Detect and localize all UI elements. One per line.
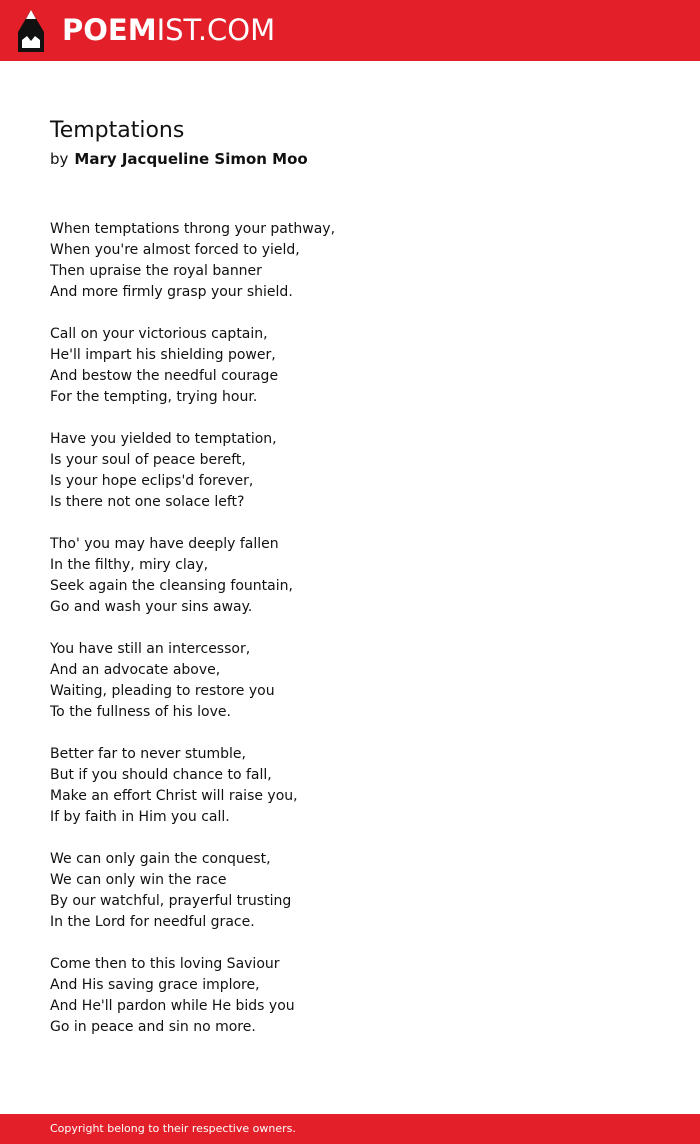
- poem-line: Come then to this loving Saviour: [50, 956, 280, 972]
- poem-line: For the tempting, trying hour.: [50, 389, 258, 405]
- poem-line: When temptations throng your pathway,: [50, 221, 336, 237]
- poem-stanza: [50, 429, 650, 513]
- logo-text-strong: POEM: [62, 13, 157, 47]
- poem-line: Better far to never stumble,: [50, 746, 246, 762]
- poem-line: Waiting, pleading to restore you: [50, 683, 275, 699]
- poem-stanza: [50, 639, 650, 723]
- site-footer: [0, 1114, 700, 1144]
- poem-line: Call on your victorious captain,: [50, 326, 268, 342]
- poem-stanza: [50, 219, 650, 303]
- poem-author: Mary Jacqueline Simon Moo: [74, 150, 308, 168]
- poem-line: We can only win the race: [50, 872, 227, 888]
- copyright-notice: Copyright belong to their respective owners.: [50, 1122, 296, 1135]
- poem-line: Have you yielded to temptation,: [50, 431, 277, 447]
- poem-line: Make an effort Christ will raise you,: [50, 788, 298, 804]
- poem-line: But if you should chance to fall,: [50, 767, 272, 783]
- poem-line: Tho' you may have deeply fallen: [50, 536, 279, 552]
- poem-line: By our watchful, prayerful trusting: [50, 893, 292, 909]
- poem-stanza: [50, 849, 650, 933]
- poem-line: In the Lord for needful grace.: [50, 914, 255, 930]
- logo-text-light: IST.COM: [156, 13, 276, 47]
- poem-line: If by faith in Him you call.: [50, 809, 230, 825]
- poem-line: Is your soul of peace bereft,: [50, 452, 246, 468]
- poem-stanza: [50, 324, 650, 408]
- poem-line: He'll impart his shielding power,: [50, 347, 276, 363]
- poem-line: Is your hope eclips'd forever,: [50, 473, 254, 489]
- poem-line: Go and wash your sins away.: [50, 599, 253, 615]
- poem-line: Go in peace and sin no more.: [50, 1019, 256, 1035]
- poem-line: And His saving grace implore,: [50, 977, 260, 993]
- pencil-tip-icon: [18, 10, 44, 52]
- poem-line: And He'll pardon while He bids you: [50, 998, 295, 1014]
- poem-byline: [50, 149, 308, 169]
- poem-line: Is there not one solace left?: [50, 494, 245, 510]
- poem-line: And an advocate above,: [50, 662, 221, 678]
- poem-stanza: [50, 534, 650, 618]
- poem-stanza: [50, 954, 650, 1038]
- poem-body: [50, 219, 650, 1059]
- by-label: by: [50, 150, 69, 168]
- poem-line: We can only gain the conquest,: [50, 851, 271, 867]
- poem-stanza: [50, 744, 650, 828]
- poem-line: Seek again the cleansing fountain,: [50, 578, 293, 594]
- poem-line: Then upraise the royal banner: [50, 263, 262, 279]
- poem-title: Temptations: [50, 118, 185, 143]
- poem-line: And more firmly grasp your shield.: [50, 284, 293, 300]
- site-logo[interactable]: [62, 12, 275, 48]
- poem-line: You have still an intercessor,: [50, 641, 251, 657]
- poem-line: To the fullness of his love.: [50, 704, 231, 720]
- poem-line: When you're almost forced to yield,: [50, 242, 300, 258]
- poem-line: In the filthy, miry clay,: [50, 557, 209, 573]
- site-header: [0, 0, 700, 61]
- poem-line: And bestow the needful courage: [50, 368, 279, 384]
